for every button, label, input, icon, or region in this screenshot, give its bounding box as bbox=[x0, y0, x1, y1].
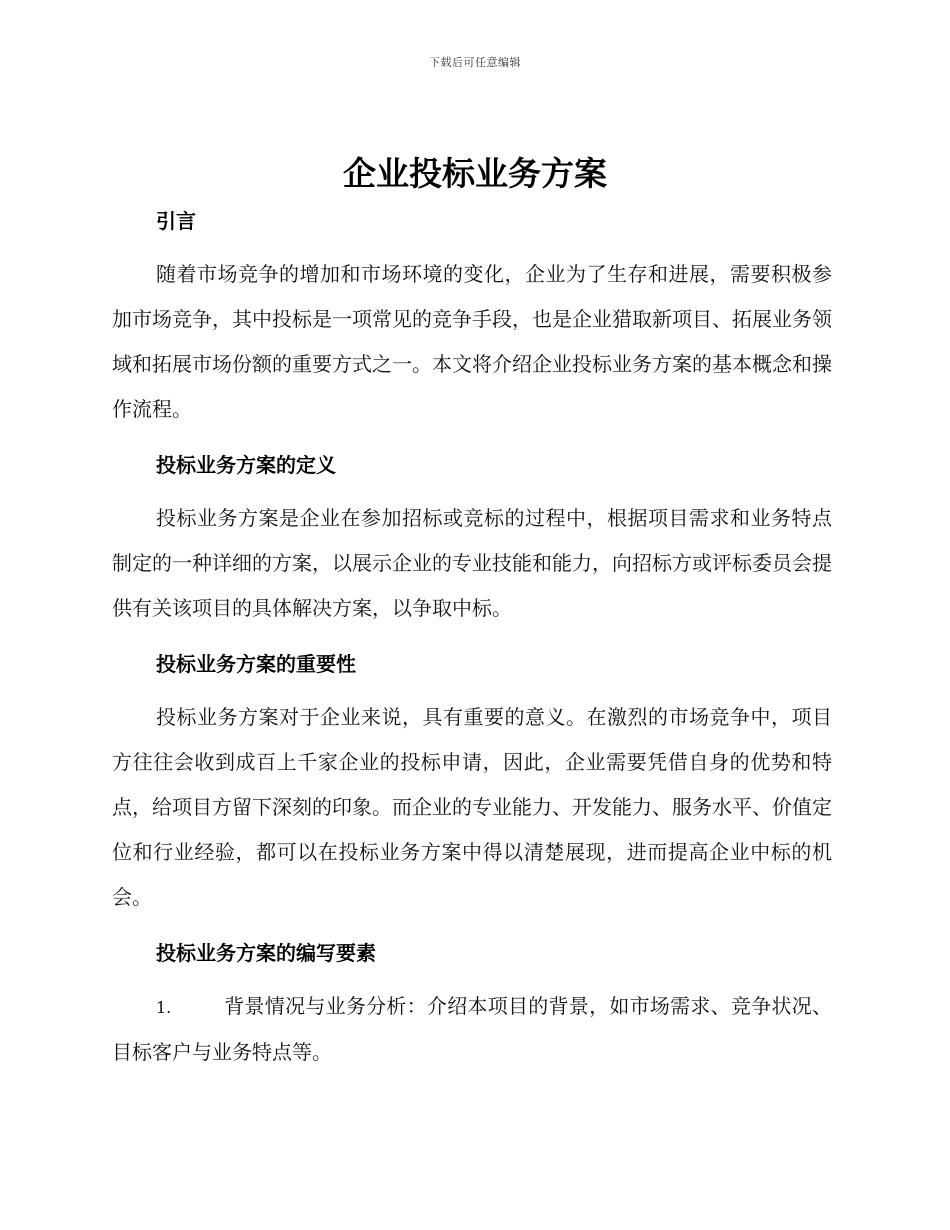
list-item-number: 1. bbox=[156, 998, 172, 1017]
section-paragraph-definition: 投标业务方案是企业在参加招标或竞标的过程中，根据项目需求和业务特点制定的一种详细的方案，以展示企业的专业技能和能力，向招标方或评标委员会提供有关该项目的具体解决方案，以争取中标。 bbox=[112, 506, 832, 620]
section-paragraph-importance: 投标业务方案对于企业来说，具有重要的意义。在激烈的市场竞争中，项目方往往会收到成百上千家企业的投标申请，因此，企业需要凭借自身的优势和特点，给项目方留下深刻的印象。而企业的专业能力、开发能力、服务水平、价值定位和行业经验，都可以在投标业务方案中得以清楚展现，进而提高企业中标的机会。 bbox=[112, 705, 832, 909]
section-paragraph-intro: 随着市场竞争的增加和市场环境的变化，企业为了生存和进展，需要积极参加市场竞争，其中投标是一项常见的竞争手段，也是企业猎取新项目、拓展业务领域和拓展市场份额的重要方式之一。本文将介绍企业投标业务方案的基本概念和操作流程。 bbox=[112, 262, 832, 421]
list-item bbox=[112, 984, 832, 1075]
section-heading-importance: 投标业务方案的重要性 bbox=[156, 652, 356, 676]
section-heading-elements: 投标业务方案的编写要素 bbox=[156, 941, 376, 965]
document-body bbox=[112, 202, 832, 1075]
section-heading-definition: 投标业务方案的定义 bbox=[156, 453, 336, 477]
header-note: 下载后可任意编辑 bbox=[429, 56, 521, 69]
document-title: 企业投标业务方案 bbox=[343, 154, 607, 193]
section-heading-intro: 引言 bbox=[156, 209, 196, 233]
list-item-text: 背景情况与业务分析：介绍本项目的背景，如市场需求、竞争状况、目标客户与业务特点等。 bbox=[112, 994, 832, 1064]
